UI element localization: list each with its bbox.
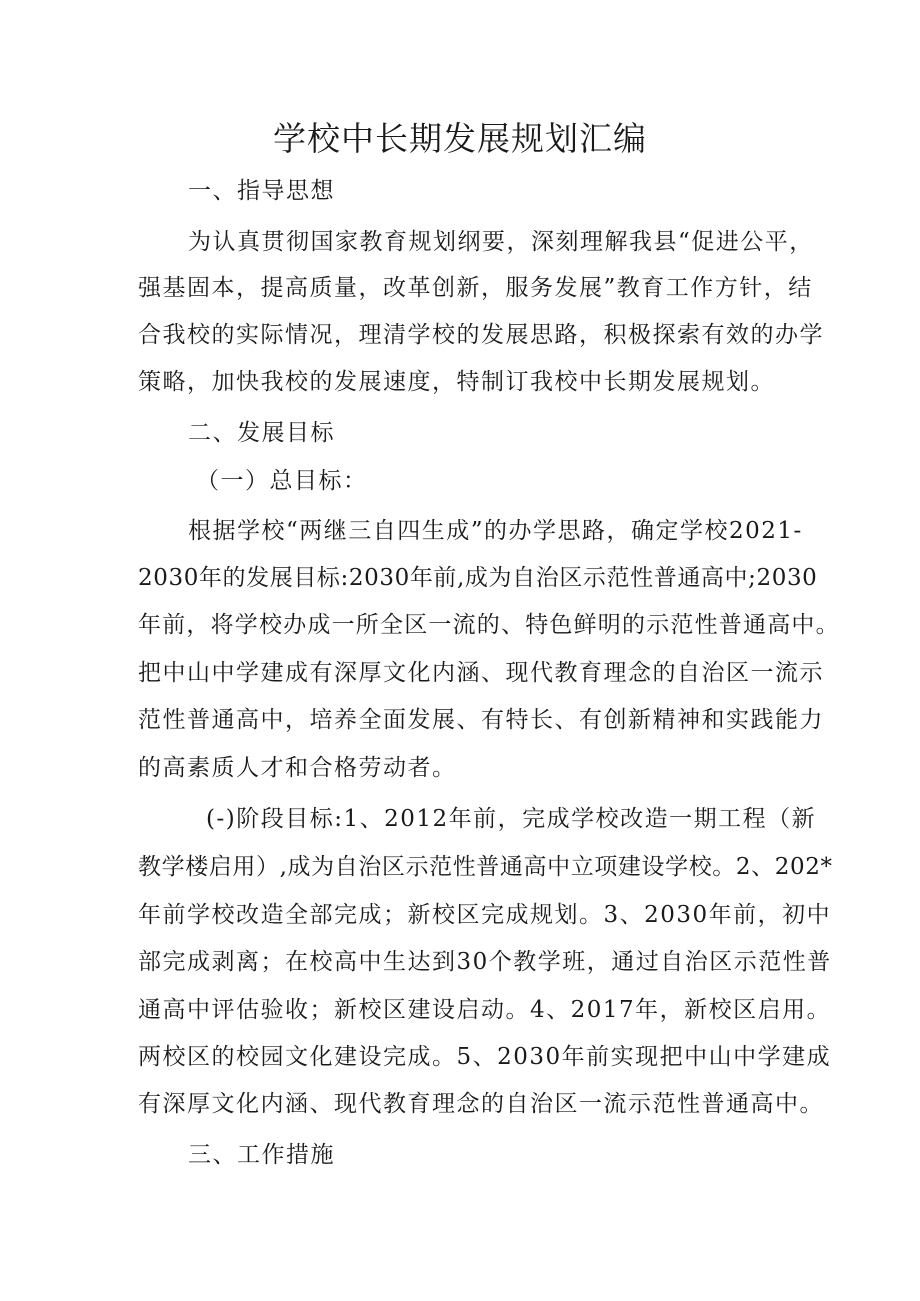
paragraph-line: 的高素质人才和合格劳动者。 <box>138 755 457 781</box>
paragraph-line: 范性普通高中，培养全面发展、有特长、有创新精神和实践能力 <box>138 707 824 733</box>
document-title: 学校中长期发展规划汇编 <box>273 119 647 158</box>
paragraph-line: 年前，将学校办成一所全区一流的、特色鲜明的示范性普通高中。 <box>138 612 840 638</box>
section-heading-work-measures: 三、工作措施 <box>188 1142 335 1168</box>
paragraph-line: 合我校的实际情况，理清学校的发展思路，积极探索有效的办学 <box>138 322 824 348</box>
paragraph-line: 为认真贯彻国家教育规划纲要，深刻理解我县“促进公平， <box>188 229 814 255</box>
paragraph-line: 通高中评估验收；新校区建设启动。4、2017年，新校区启用。 <box>138 997 832 1023</box>
section-heading-development-goals: 二、发展目标 <box>188 420 335 446</box>
section-heading-guiding-ideology: 一、指导思想 <box>188 178 335 204</box>
paragraph-line: 2030年的发展目标:2030年前,成为自治区示范性普通高中;2030 <box>138 565 818 591</box>
paragraph-line: (-)阶段目标:1、2012年前，完成学校改造一期工程（新 <box>206 806 817 832</box>
paragraph-line: 有深厚文化内涵、现代教育理念的自治区一流示范性普通高中。 <box>138 1091 824 1117</box>
paragraph-line: 把中山中学建成有深厚文化内涵、现代教育理念的自治区一流示 <box>138 660 824 686</box>
paragraph-line: 部完成剥离；在校高中生达到30个教学班，通过自治区示范性普 <box>138 949 832 975</box>
paragraph-line: 强基固本，提高质量，改革创新，服务发展”教育工作方针，结 <box>138 275 813 301</box>
paragraph-line: 教学楼启用）,成为自治区示范性普通高中立项建设学校。2、202* <box>138 854 833 880</box>
paragraph-line: 年前学校改造全部完成；新校区完成规划。3、2030年前，初中 <box>138 902 832 928</box>
subheading-overall-goal: （一）总目标： <box>196 468 368 494</box>
paragraph-line: 策略，加快我校的发展速度，特制订我校中长期发展规划。 <box>138 369 775 395</box>
paragraph-line: 根据学校“两继三自四生成”的办学思路，确定学校2021- <box>188 518 803 544</box>
paragraph-line: 两校区的校园文化建设完成。5、2030年前实现把中山中学建成 <box>138 1044 832 1070</box>
